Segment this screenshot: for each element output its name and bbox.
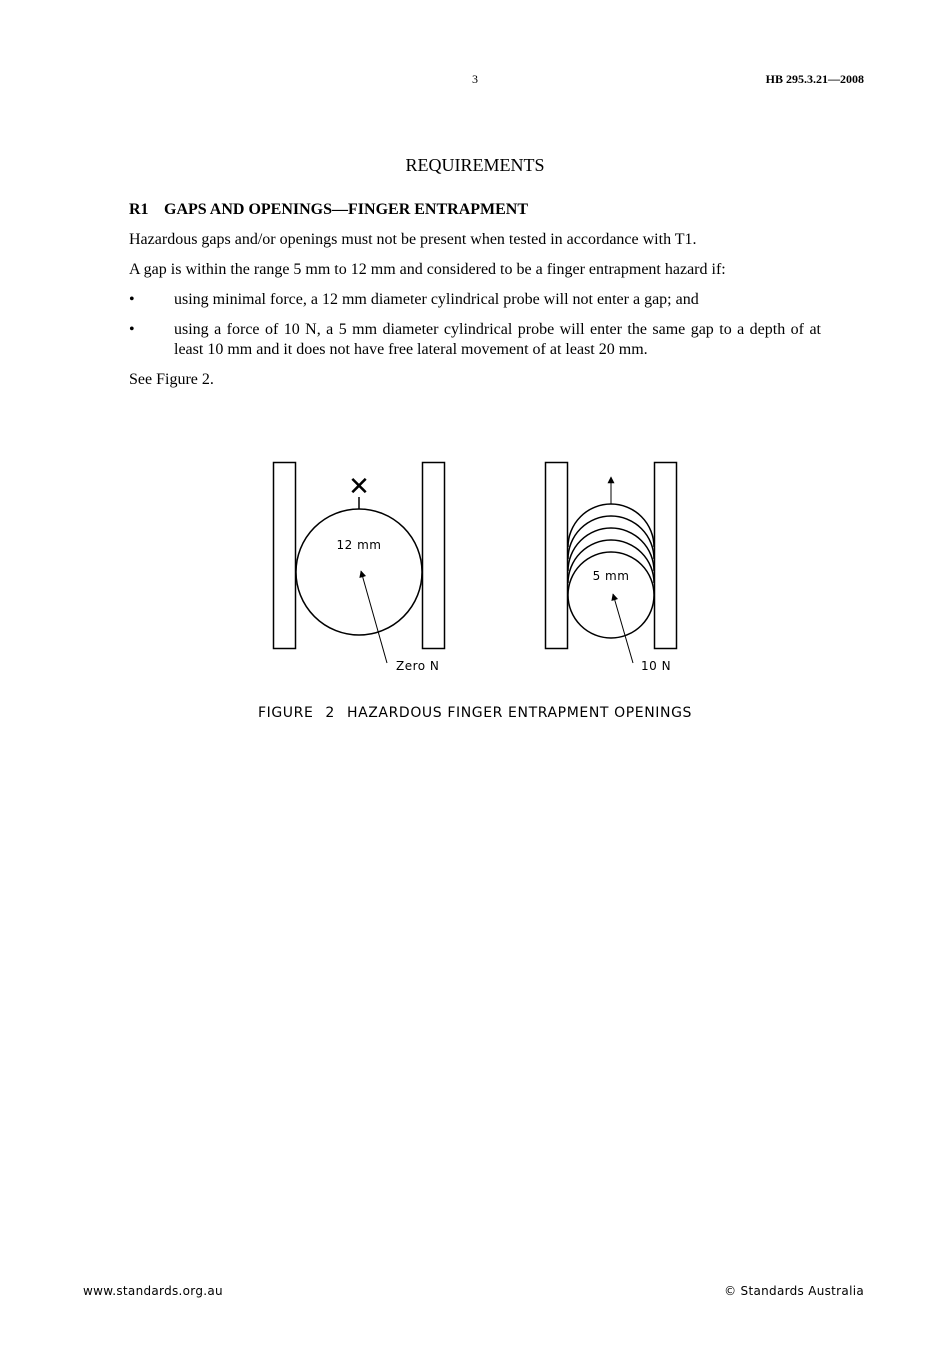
probe-5mm-circle (568, 552, 654, 638)
paragraph-gap-definition: A gap is within the range 5 mm to 12 mm and considered to be a finger entrapment hazard if: (129, 261, 726, 278)
document-code: HB 295.3.21—2008 (765, 72, 864, 86)
bullet-text: using a force of 10 N, a 5 mm diameter cylindrical probe will enter the same gap to a depth of at least 10 mm and it does not have free lateral movement of at least 20 mm. (174, 321, 821, 358)
clause-title: GAPS AND OPENINGS—FINGER ENTRAPMENT (164, 201, 529, 218)
probe-12mm-circle (296, 509, 422, 635)
right-gap-wall-outer (546, 463, 568, 649)
figure-caption-title: HAZARDOUS FINGER ENTRAPMENT OPENINGS (346, 705, 693, 721)
page-number: 3 (472, 72, 478, 86)
finger-entrapment-diagram (255, 455, 695, 685)
blocked-x-icon: ✕ (348, 472, 370, 502)
left-gap-wall-outer (274, 463, 296, 649)
list-item (129, 320, 821, 360)
left-probe-assembly (274, 463, 445, 674)
probe-5mm-label: 5 mm (592, 569, 630, 583)
figure-caption (0, 705, 950, 721)
section-title: REQUIREMENTS (405, 155, 545, 175)
bullet-text: using minimal force, a 12 mm diameter cylindrical probe will not enter a gap; and (174, 291, 699, 308)
force-zero-label: Zero N (396, 659, 440, 673)
bullet-icon: • (129, 291, 135, 308)
bullet-icon: • (129, 321, 135, 338)
footer-copyright: © Standards Australia (724, 1284, 864, 1298)
probe-12mm-label: 12 mm (336, 538, 382, 552)
list-item (129, 290, 821, 310)
footer-website: www.standards.org.au (83, 1284, 223, 1298)
clause-body (129, 200, 821, 400)
clause-number: R1 (129, 201, 149, 218)
right-probe-assembly (546, 463, 677, 674)
clause-heading (129, 200, 821, 220)
figure-caption-number: 2 (325, 705, 335, 721)
figure-caption-prefix: FIGURE (257, 705, 314, 721)
force-10n-label: 10 N (641, 659, 672, 673)
probe-12mm-force-arrow (361, 571, 387, 663)
paragraph-test-requirement: Hazardous gaps and/or openings must not be present when tested in accordance with T1. (129, 231, 697, 248)
right-gap-wall-inner (655, 463, 677, 649)
see-figure-reference: See Figure 2. (129, 371, 214, 388)
figure-2-diagram (255, 455, 695, 685)
left-gap-wall-inner (423, 463, 445, 649)
